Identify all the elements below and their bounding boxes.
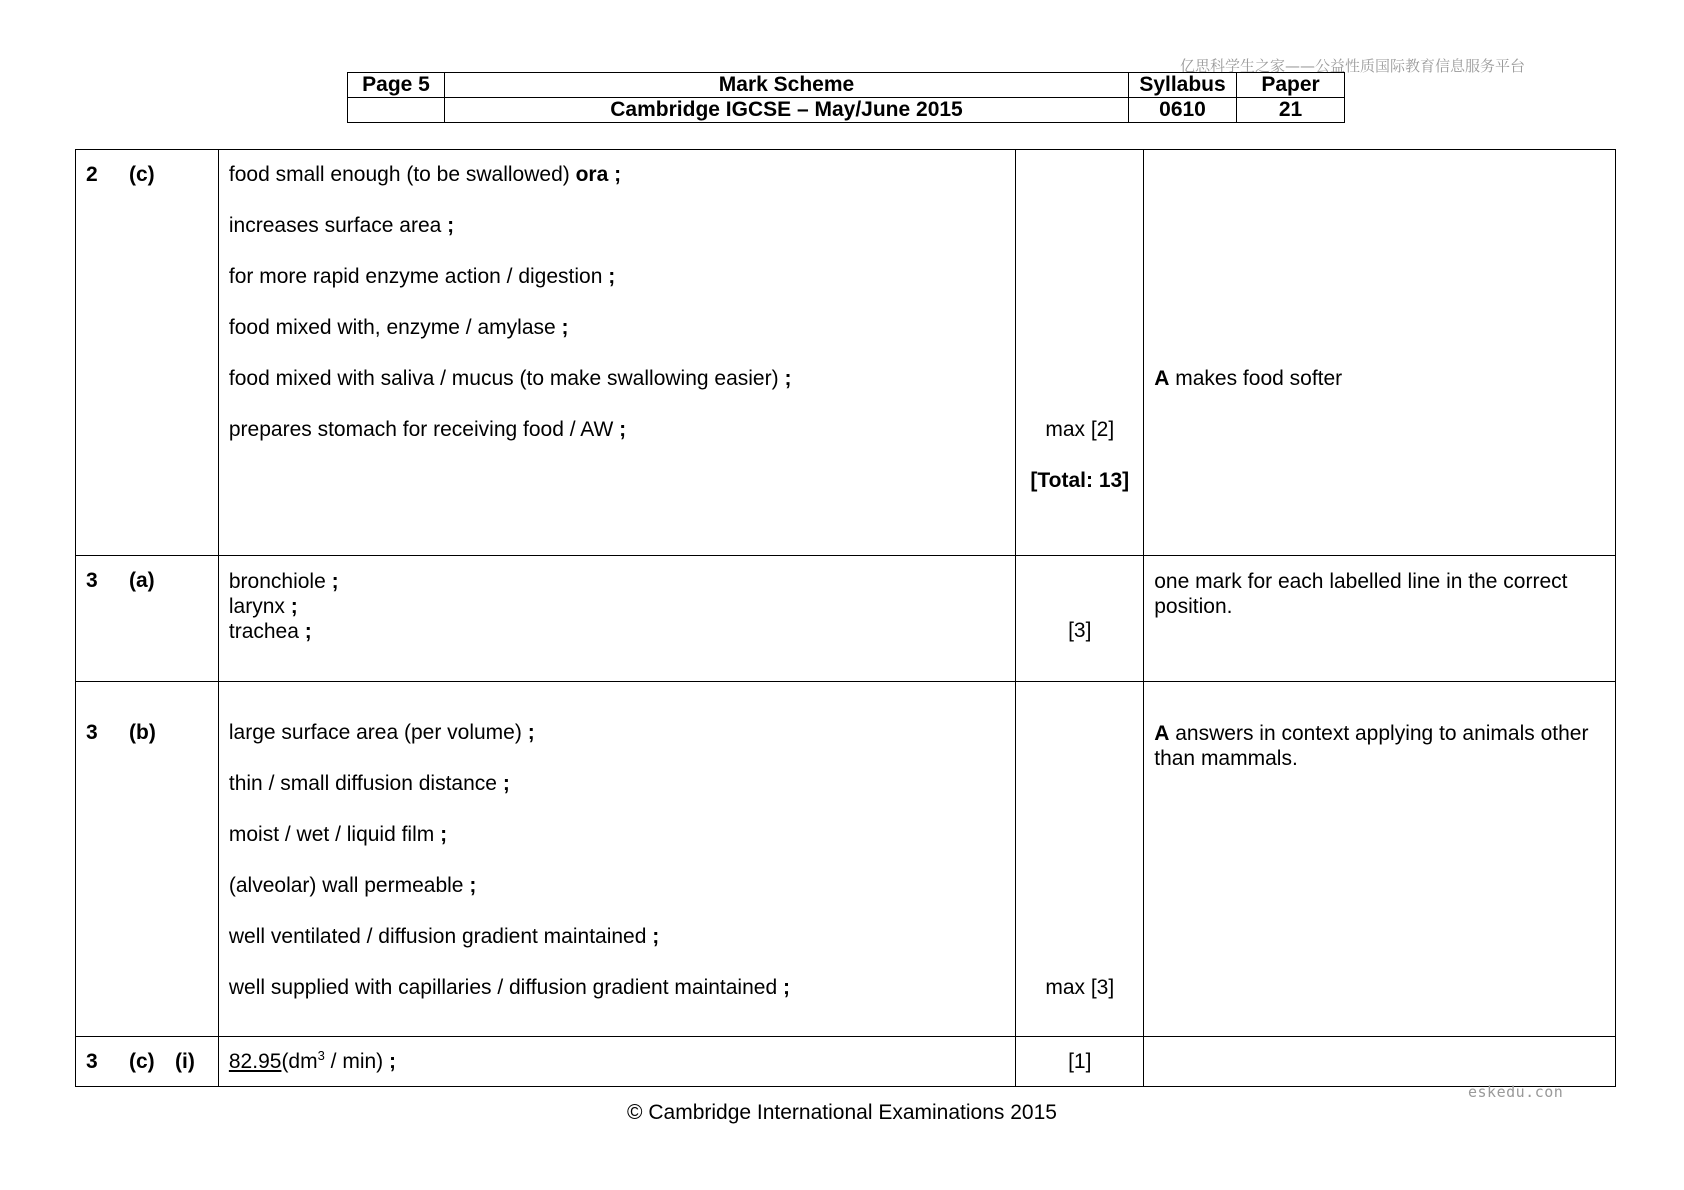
question-part: (c) <box>129 163 155 186</box>
question-cell <box>76 682 219 1037</box>
header-title: Mark Scheme <box>445 73 1129 98</box>
watermark-bottom: eskedu.con <box>1468 1083 1564 1101</box>
header-paper-label: Paper <box>1237 73 1345 98</box>
table-row <box>76 556 1616 682</box>
answer-line: trachea ; <box>228 620 312 643</box>
question-number: 3 <box>86 569 98 592</box>
marks-cell <box>1016 682 1144 1037</box>
answer-line: moist / wet / liquid film ; <box>228 823 448 846</box>
answer-cell <box>218 682 1015 1037</box>
question-cell <box>76 1037 219 1087</box>
answer-line: bronchiole ; <box>228 570 339 593</box>
answer-line: for more rapid enzyme action / digestion ; <box>228 265 616 288</box>
header-page: Page 5 <box>348 73 445 98</box>
total-marks: [Total: 13] <box>1030 469 1130 492</box>
footer-copyright: © Cambridge International Examinations 2015 <box>627 1101 1057 1124</box>
question-part: (c) <box>129 1050 155 1073</box>
guidance-text: A makes food softer <box>1154 367 1343 390</box>
guidance-text: one mark for each labelled line in the correct position. <box>1154 570 1568 618</box>
guidance-cell <box>1144 682 1616 1037</box>
question-number: 3 <box>86 721 98 744</box>
answer-line: prepares stomach for receiving food / AW ; <box>228 418 627 441</box>
marks-value: [3] <box>1068 619 1092 642</box>
answer-cell <box>218 1037 1015 1087</box>
watermark-top: 亿思科学生之家——公益性质国际教育信息服务平台 <box>1180 57 1526 75</box>
answer-line: food mixed with, enzyme / amylase ; <box>228 316 569 339</box>
header-syllabus-label: Syllabus <box>1129 73 1237 98</box>
header-syllabus: 0610 <box>1129 98 1237 123</box>
table-row <box>76 150 1616 556</box>
guidance-cell <box>1144 1037 1616 1087</box>
marks-cell <box>1016 556 1144 682</box>
answer-line: thin / small diffusion distance ; <box>228 772 510 795</box>
header-paper: 21 <box>1237 98 1345 123</box>
guidance-text: A answers in context applying to animals other than mammals. <box>1154 722 1589 770</box>
guidance-cell <box>1144 556 1616 682</box>
question-part: (a) <box>129 569 155 592</box>
answer-line: (alveolar) wall permeable ; <box>228 874 477 897</box>
question-cell <box>76 150 219 556</box>
answer-line: larynx ; <box>228 595 298 618</box>
answer-line: well ventilated / diffusion gradient maintained ; <box>228 925 660 948</box>
question-cell <box>76 556 219 682</box>
question-number: 2 <box>86 163 98 186</box>
guidance-cell <box>1144 150 1616 556</box>
marks-cell <box>1016 1037 1144 1087</box>
answer-cell <box>218 556 1015 682</box>
marks-value: max [2] <box>1045 418 1115 441</box>
marks-value: [1] <box>1068 1050 1092 1073</box>
question-number: 3 <box>86 1050 98 1073</box>
marks-cell <box>1016 150 1144 556</box>
answer-line: $82.95(dm^3 / \min)$ ; <box>228 1048 397 1073</box>
answer-line: large surface area (per volume) ; <box>228 721 535 744</box>
answer-line: food small enough (to be swallowed) ora ; <box>228 163 622 186</box>
answer-line: increases surface area ; <box>228 214 455 237</box>
answer-cell <box>218 150 1015 556</box>
header-empty <box>348 98 445 123</box>
table-row <box>76 682 1616 1037</box>
header-table <box>347 72 1345 123</box>
marks-value: max [3] <box>1045 976 1115 999</box>
answer-line: well supplied with capillaries / diffusion gradient maintained ; <box>228 976 790 999</box>
question-subpart: (i) <box>175 1050 195 1073</box>
answer-line: food mixed with saliva / mucus (to make swallowing easier) ; <box>228 367 792 390</box>
question-part: (b) <box>129 721 156 744</box>
mark-scheme-table <box>75 149 1616 1087</box>
header-exam: Cambridge IGCSE – May/June 2015 <box>445 98 1129 123</box>
table-row <box>76 1037 1616 1087</box>
